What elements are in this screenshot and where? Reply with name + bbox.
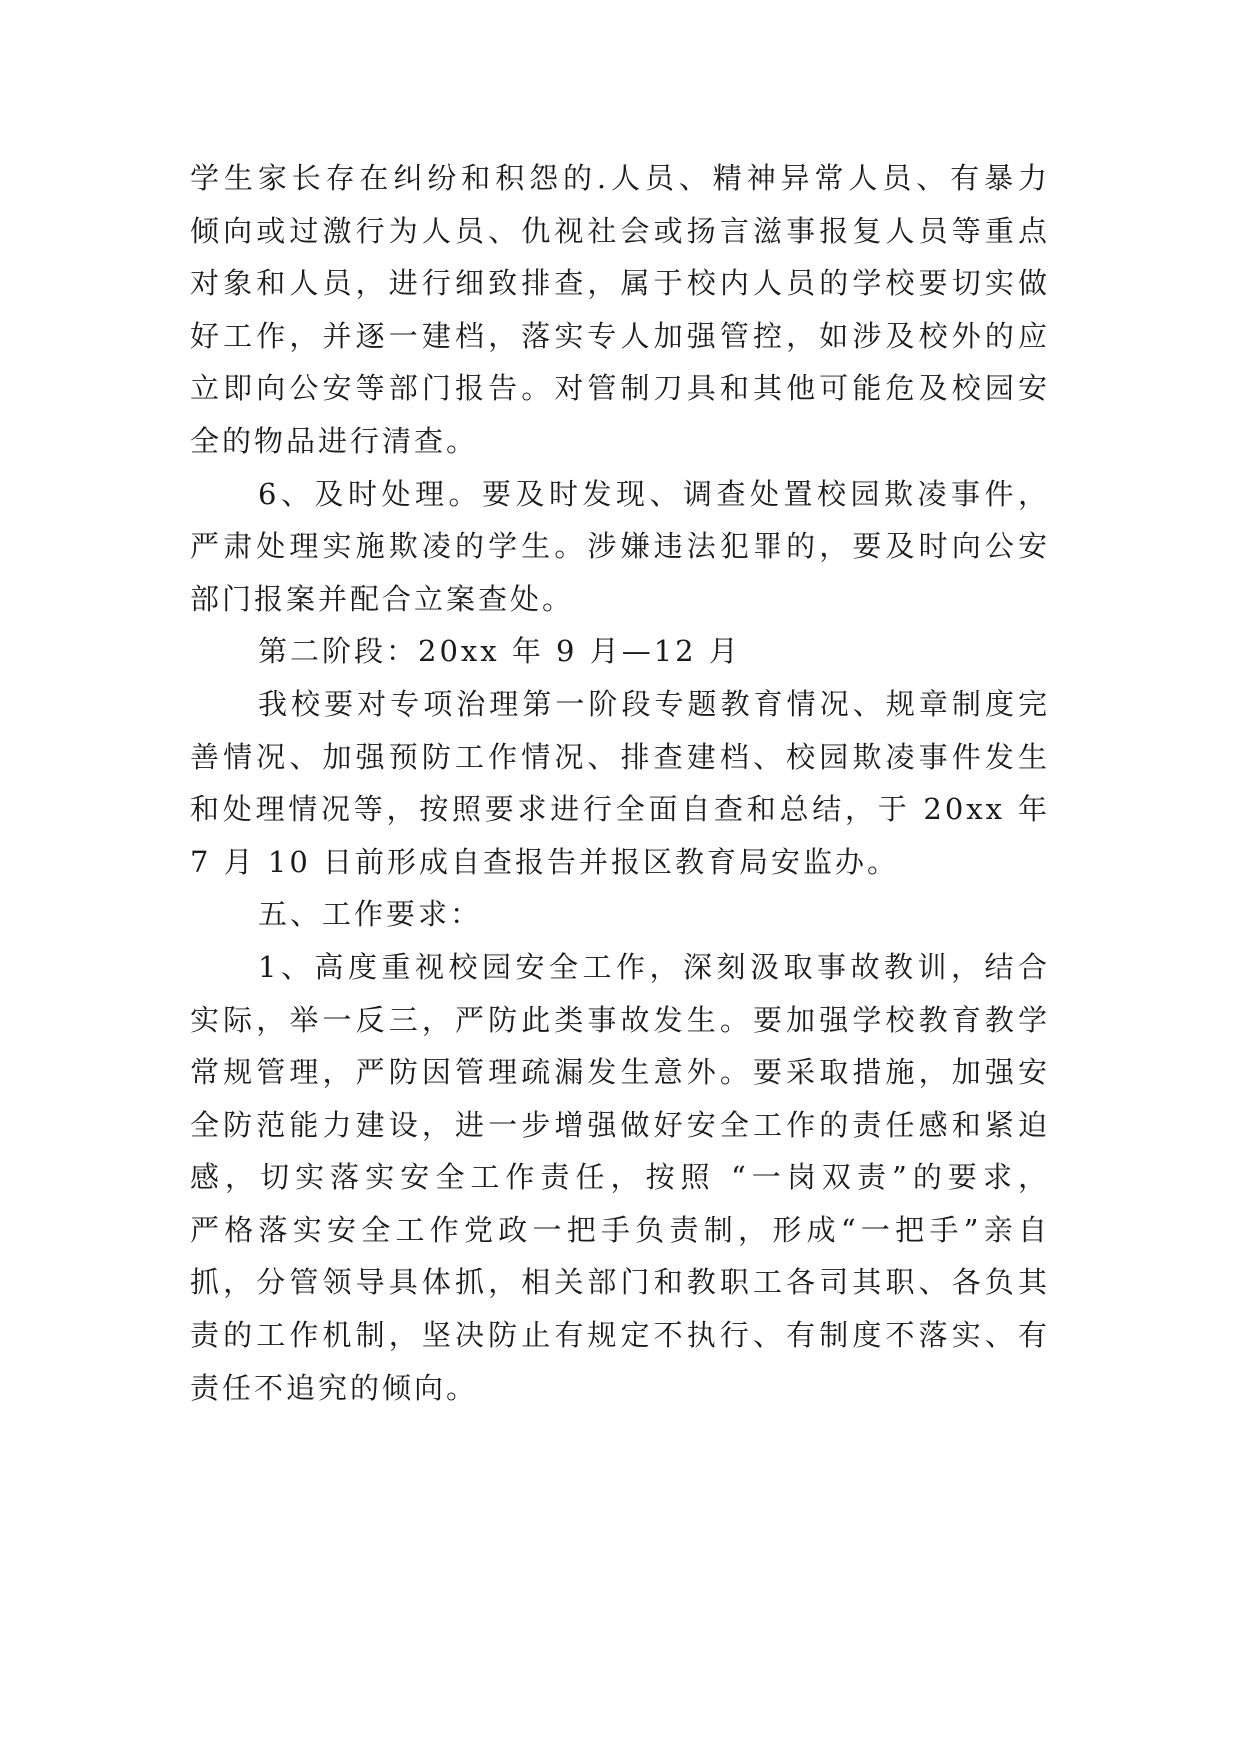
- text-line: 实际，举一反三，严防此类事故发生。要加强学校教育教学: [190, 1002, 1050, 1037]
- stage-heading: 第二阶段：20xx 年 9 月—12 月: [258, 634, 741, 669]
- text-line: 全防范能力建设，进一步增强做好安全工作的责任感和紧迫: [190, 1107, 1050, 1142]
- section-heading: 五、工作要求：: [258, 897, 483, 932]
- text-line: 1、高度重视校园安全工作，深刻汲取事故教训，结合: [258, 949, 1050, 984]
- document-body: [190, 152, 1050, 1414]
- text-line: 学生家长存在纠纷和积怨的.人员、精神异常人员、有暴力: [190, 161, 1050, 195]
- text-line: 和处理情况等，按照要求进行全面自查和总结，于 20xx 年: [190, 792, 1050, 827]
- text-line: 倾向或过激行为人员、仇视社会或扬言滋事报复人员等重点: [190, 213, 1050, 248]
- text-line: 部门报案并配合立案查处。: [190, 581, 575, 616]
- text-line: 常规管理，严防因管理疏漏发生意外。要采取措施，加强安: [190, 1055, 1050, 1090]
- text-line: 我校要对专项治理第一阶段专题教育情况、规章制度完: [258, 686, 1050, 721]
- text-line: 7 月 10 日前形成自查报告并报区教育局安监办。: [190, 844, 900, 879]
- text-line: 感，切实落实安全工作责任，按照 “一岗双责”的要求，: [190, 1160, 1050, 1195]
- text-line: 责任不追究的倾向。: [190, 1370, 479, 1405]
- text-line: 善情况、加强预防工作情况、排查建档、校园欺凌事件发生: [190, 739, 1050, 774]
- text-line: 好工作，并逐一建档，落实专人加强管控，如涉及校外的应: [190, 318, 1050, 353]
- text-line: 严肃处理实施欺凌的学生。涉嫌违法犯罪的，要及时向公安: [190, 529, 1050, 564]
- text-line: 立即向公安等部门报告。对管制刀具和其他可能危及校园安: [190, 371, 1050, 406]
- text-line: 6、及时处理。要及时发现、调查处置校园欺凌事件，: [258, 476, 1050, 511]
- text-line: 抓，分管领导具体抓，相关部门和教职工各司其职、各负其: [190, 1265, 1050, 1300]
- text-line: 全的物品进行清查。: [190, 423, 479, 458]
- text-line: 责的工作机制，坚决防止有规定不执行、有制度不落实、有: [190, 1318, 1050, 1353]
- text-line: 严格落实安全工作党政一把手负责制，形成“一把手”亲自: [190, 1212, 1050, 1247]
- text-line: 对象和人员，进行细致排查，属于校内人员的学校要切实做: [190, 266, 1050, 301]
